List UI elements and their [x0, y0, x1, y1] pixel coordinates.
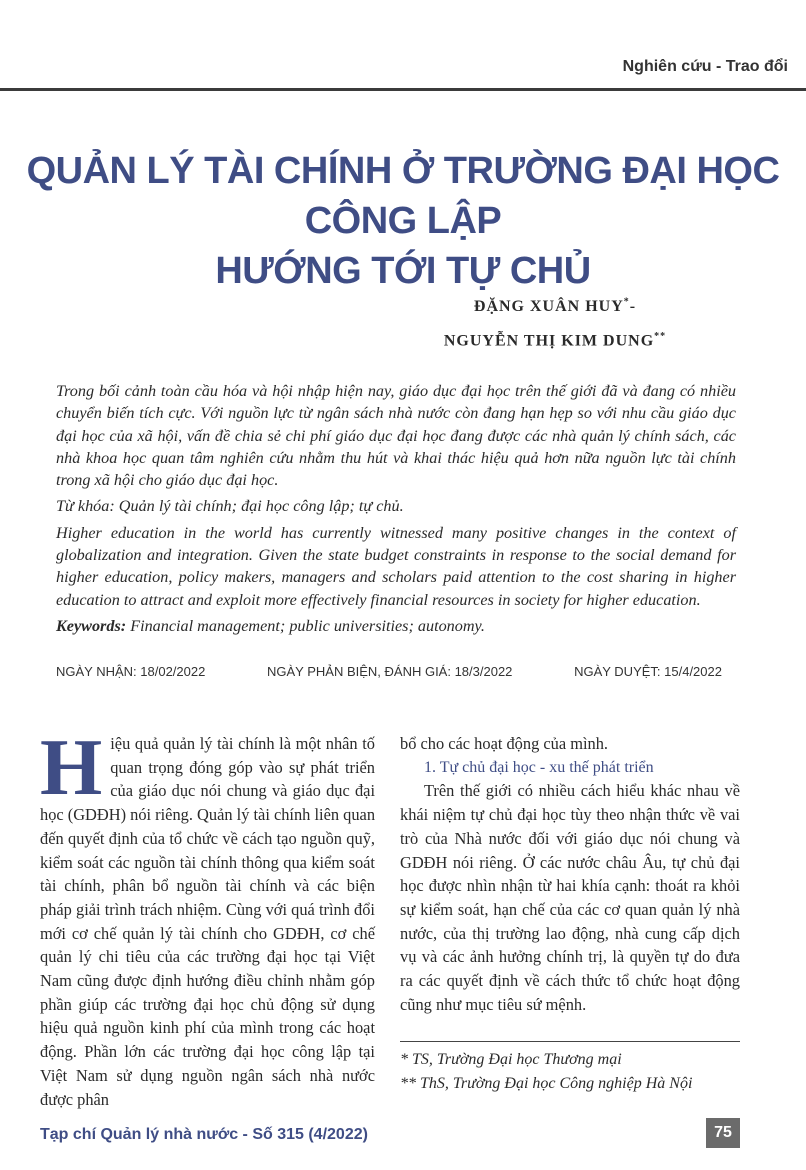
footnote-2: ** ThS, Trường Đại học Công nghiệp Hà Nội — [400, 1075, 693, 1092]
footnote-rule — [400, 1041, 740, 1042]
article-dates — [56, 664, 722, 679]
drop-cap: H — [40, 724, 103, 812]
keywords-vi-text: Quản lý tài chính; đại học công lập; tự chủ. — [114, 497, 404, 516]
section-paragraph: Trên thế giới có nhiều cách hiểu khác nhau về khái niệm tự chủ đại học tùy theo nhận thức về vai trò của Nhà nước đối với giáo dục nói chung và GDĐH nói riêng. Ở các nước châu Âu, tự chủ đại học được nhìn nhận từ hai khía cạnh: thoát ra khỏi sự kiểm soát, hạn chế của các cơ quan quản lý nhà nước, của thị trường lao động, nhà cung cấp dịch vụ và các ảnh hưởng chính trị, là quyền tự do đưa ra các quyết định về cách thức tổ chức hoạt động cũng như mục tiêu sứ mệnh. — [400, 781, 740, 1014]
author-2 — [380, 322, 730, 356]
date-received: NGÀY NHẬN: 18/02/2022 — [56, 664, 206, 679]
page-number: 75 — [706, 1118, 740, 1148]
title-line-1: QUẢN LÝ TÀI CHÍNH Ở TRƯỜNG ĐẠI HỌC CÔNG LẬP — [26, 150, 780, 242]
intro-text: iệu quả quản lý tài chính là một nhân tố quan trọng đóng góp vào sự phát triển của giáo dục nói chung và giáo dục đại học (GDĐH) nói riêng. Quản lý tài chính liên quan đến quyết định của tổ chức về cách tạo nguồn quỹ, kiểm soát các nguồn tài chính thông qua kiểm soát tài chính, phân bổ nguồn tài chính và các biện pháp giải trình trách nhiệm. Cùng với quá trình đổi mới cơ chế quản lý tài chính cho GDĐH, cơ chế quản lý chi tiêu của các trường đại học tại Việt Nam cũng được định hướng điều chỉnh nhằm góp phần giúp các trường đại học chủ động sử dụng hiệu quả nguồn kinh phí của mình trong các hoạt động. Phần lớn các trường đại học công lập tại Việt Nam sử dụng nguồn ngân sách nhà nước được phân — [40, 734, 376, 1109]
authors — [380, 288, 730, 357]
intro-paragraph — [40, 724, 376, 1111]
footnotes — [400, 1048, 745, 1096]
journal-footer: Tạp chí Quản lý nhà nước - Số 315 (4/2022) — [40, 1126, 368, 1143]
continuation-text: bổ cho các hoạt động của mình. — [400, 734, 609, 753]
author-2-name: NGUYỄN THỊ KIM DUNG — [443, 332, 655, 350]
title-line-2: HƯỚNG TỚI TỰ CHỦ — [215, 250, 591, 292]
author-1-mark: * — [623, 297, 630, 308]
body-column-left — [40, 724, 376, 1111]
date-reviewed: NGÀY PHẢN BIỆN, ĐÁNH GIÁ: 18/3/2022 — [267, 664, 513, 679]
keywords-en-text: Financial management; public universities; autonomy. — [126, 616, 485, 635]
abstract-vi: Trong bối cảnh toàn cầu hóa và hội nhập hiện nay, giáo dục đại học trên thế giới đã và đang có nhiều chuyển biến tích cực. Với nguồn lực từ ngân sách nhà nước còn đang hạn hẹp so với nhu cầu giáo dục đại học của xã hội, vấn đề chia sẻ chi phí giáo dục đại học đang được các nhà quản lý chính sách, các nhà khoa học quan tâm nghiên cứu nhằm thu hút và khai thác hiệu quả hơn nữa nguồn lực tài chính trong xã hội cho giáo dục đại học. — [56, 382, 736, 490]
footnote-1: * TS, Trường Đại học Thương mại — [400, 1051, 622, 1068]
abstract-en: Higher education in the world has currently witnessed many positive changes in the context of globalization and integration. Given the state budget constraints in response to the social demand for higher education, policy makers, managers and scholars paid attention to the cost sharing in higher education to attract and exploit more effectively financial resources in society for higher education. — [56, 523, 736, 609]
header-rule — [0, 88, 806, 91]
author-2-mark: ** — [654, 331, 667, 343]
keywords-en — [56, 615, 736, 637]
keywords-vi-label: Từ khóa: — [56, 497, 115, 516]
body-column-right — [400, 732, 740, 1016]
date-approved: NGÀY DUYỆT: 15/4/2022 — [574, 664, 722, 679]
author-1-name: ĐẶNG XUÂN HUY — [473, 298, 624, 316]
section-heading: 1. Tự chủ đại học - xu thế phát triển — [424, 758, 654, 776]
author-separator: - — [629, 298, 637, 316]
section-label: Nghiên cứu - Trao đổi — [622, 58, 788, 75]
keywords-vi — [56, 495, 736, 517]
author-1 — [474, 298, 636, 315]
abstract — [56, 380, 736, 641]
article-title — [20, 146, 786, 296]
keywords-en-label: Keywords: — [56, 616, 127, 635]
